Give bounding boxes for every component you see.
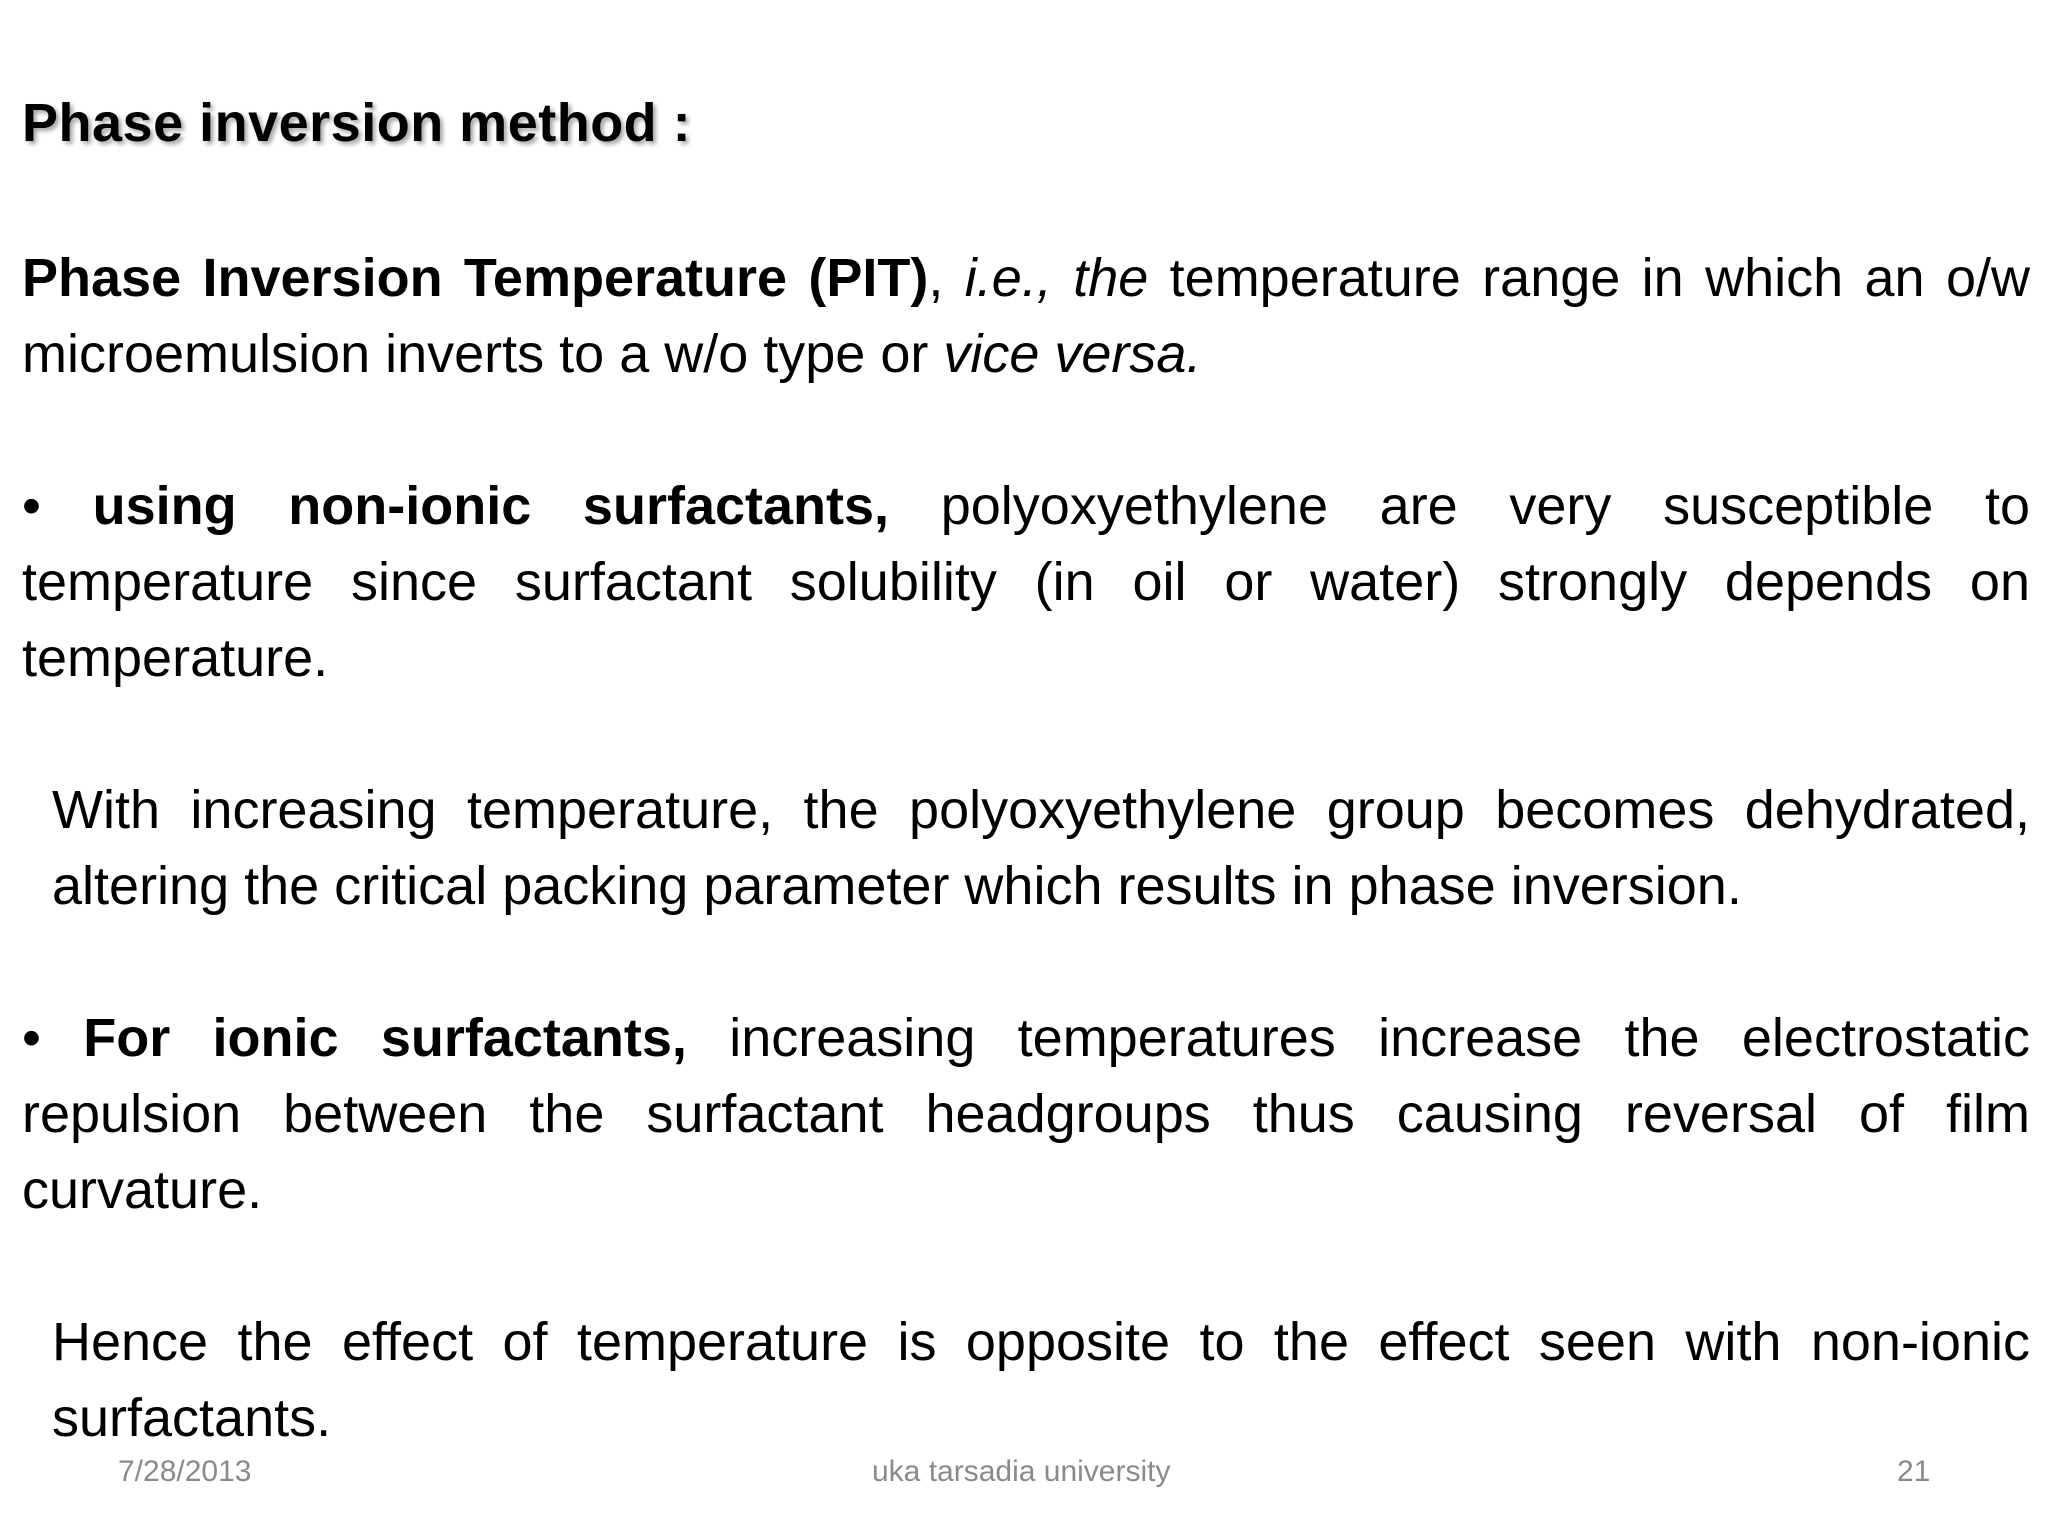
pit-separator: , bbox=[928, 248, 965, 308]
paragraph-increasing-temperature: With increasing temperature, the polyoxyethylene group becomes dehydrated, altering the critical packing parameter which results in phase inversion. bbox=[52, 780, 2030, 916]
slide-body bbox=[22, 240, 2030, 1456]
paragraph-non-ionic bbox=[22, 468, 2030, 696]
bullet-icon: • bbox=[22, 476, 93, 536]
pit-definition-text: temperature range in which an o/w microemulsion inverts to a w/o type or bbox=[22, 248, 2030, 384]
ionic-text: increasing temperatures increase the electrostatic repulsion between the surfactant headgroups thus causing reversal of film curvature. bbox=[22, 1008, 2030, 1220]
non-ionic-lead: using non-ionic surfactants, bbox=[92, 476, 890, 536]
footer-organization: uka tarsadia university bbox=[872, 1455, 1171, 1488]
slide-title: Phase inversion method : bbox=[22, 93, 692, 153]
pit-vice-versa: vice versa. bbox=[943, 324, 1202, 384]
footer-date: 7/28/2013 bbox=[118, 1455, 252, 1488]
bullet-icon: • bbox=[22, 1008, 84, 1068]
paragraph-ionic bbox=[22, 1000, 2030, 1228]
pit-ie: i.e., the bbox=[964, 248, 1149, 308]
paragraph-conclusion: Hence the effect of temperature is opposite to the effect seen with non-ionic surfactants. bbox=[52, 1312, 2030, 1448]
ionic-lead: For ionic surfactants, bbox=[83, 1008, 687, 1068]
non-ionic-text: polyoxyethylene are very susceptible to temperature since surfactant solubility (in oil or water) strongly depends on temperature. bbox=[22, 476, 2030, 688]
paragraph-pit-definition bbox=[22, 240, 2030, 392]
footer-page-number: 21 bbox=[1897, 1455, 1931, 1488]
pit-term: Phase Inversion Temperature (PIT) bbox=[22, 248, 929, 308]
